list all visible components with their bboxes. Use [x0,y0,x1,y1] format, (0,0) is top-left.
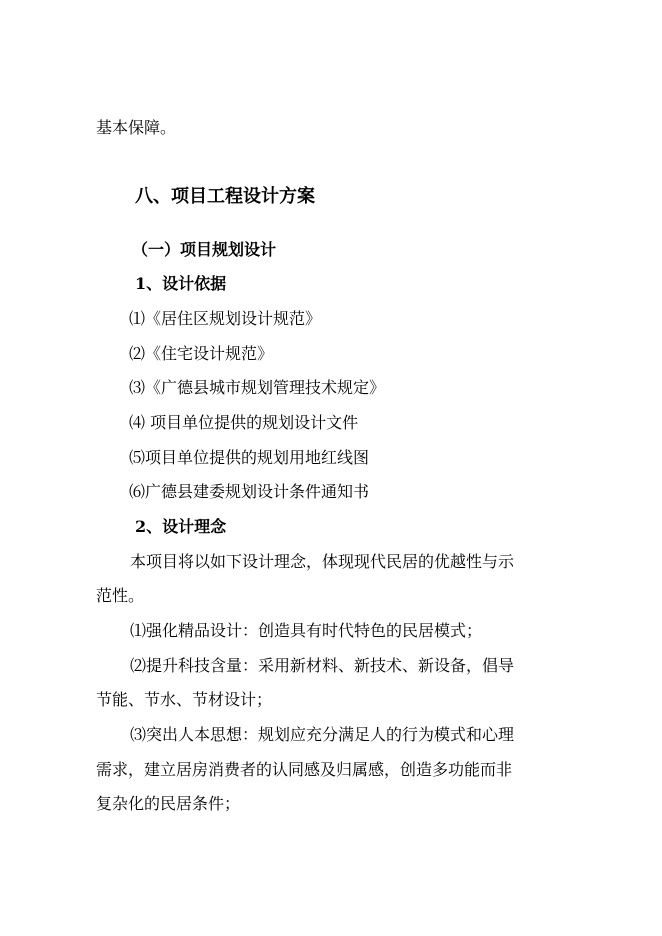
continuation-text: 基本保障。 [96,118,177,137]
concept-point-2-line-1: ⑵提升科技含量：采用新材料、新技术、新设备，倡导 [130,656,515,675]
basis-heading: 1、设计依据 [135,274,227,293]
basis-item-3: ⑶《广德县城市规划管理技术规定》 [129,378,386,397]
concept-point-3-line-1: ⑶突出人本思想：规划应充分满足人的行为模式和心理 [130,725,515,744]
concept-point-2-line-2: 节能、节水、节材设计； [96,690,273,709]
subsection-title: （一）项目规划设计 [132,240,277,259]
basis-item-1: ⑴《居住区规划设计规范》 [129,309,322,328]
basis-item-2: ⑵《住宅设计规范》 [129,344,274,363]
basis-item-5: ⑸项目单位提供的规划用地红线图 [129,448,370,467]
concept-point-1: ⑴强化精品设计：创造具有时代特色的民居模式； [130,621,483,640]
concept-point-3-line-3: 复杂化的民居条件； [96,794,241,813]
basis-item-6: ⑹广德县建委规划设计条件通知书 [129,482,370,501]
concept-heading: 2、设计理念 [135,517,227,536]
basis-item-4: ⑷ 项目单位提供的规划设计文件 [129,413,359,432]
concept-intro-line-1: 本项目将以如下设计理念，体现现代民居的优越性与示 [130,552,515,571]
section-title: 八、项目工程设计方案 [135,186,315,207]
concept-intro-line-2: 范性。 [96,586,145,605]
concept-point-3-line-2: 需求，建立居房消费者的认同感及归属感，创造多功能而非 [96,760,513,779]
